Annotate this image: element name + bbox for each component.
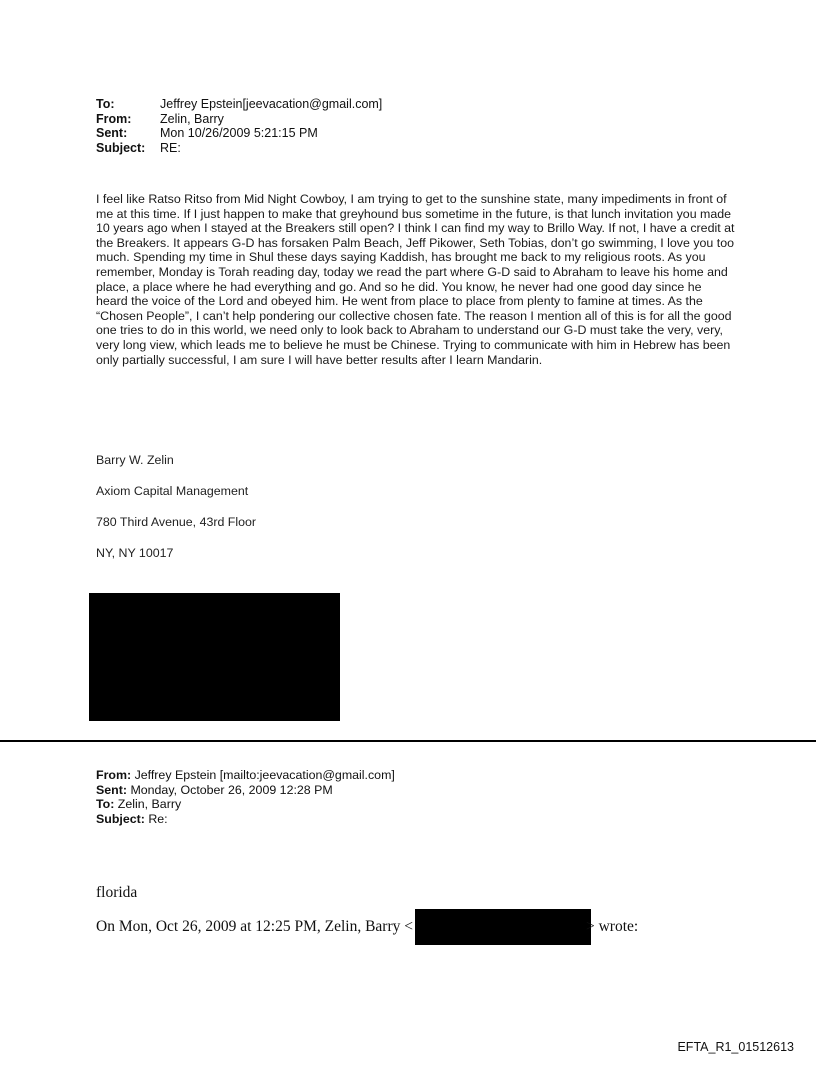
fwd-subject-label: Subject:: [96, 811, 145, 826]
sent-label: Sent:: [96, 126, 128, 140]
reply-text: florida: [96, 884, 138, 901]
quote-line-prefix: On Mon, Oct 26, 2009 at 12:25 PM, Zelin, Barry <: [96, 918, 413, 935]
forwarded-header: [96, 768, 395, 826]
email-header: [96, 97, 382, 155]
signature-name: Barry W. Zelin: [96, 453, 174, 467]
fwd-sent-row: [96, 783, 395, 798]
to-label: To:: [96, 97, 115, 111]
signature-city: NY, NY 10017: [96, 546, 174, 560]
quote-line-suffix: > wrote:: [586, 918, 639, 935]
fwd-sent-value: Monday, October 26, 2009 12:28 PM: [130, 782, 333, 797]
to-row: [96, 97, 382, 112]
document-id: EFTA_R1_01512613: [677, 1040, 794, 1054]
sent-row: [96, 126, 382, 141]
signature-company: Axiom Capital Management: [96, 484, 249, 498]
from-row: [96, 112, 382, 127]
fwd-sent-label: Sent:: [96, 782, 127, 797]
redaction-block: [89, 593, 340, 721]
fwd-from-label: From:: [96, 768, 132, 782]
subject-value: RE:: [160, 140, 181, 155]
subject-row: [96, 141, 382, 156]
email-redaction: [415, 909, 591, 945]
from-value: Zelin, Barry: [160, 111, 224, 126]
from-label: From:: [96, 111, 132, 126]
fwd-subject-value: Re:: [148, 811, 168, 826]
email-body: I feel like Ratso Ritso from Mid Night Cowboy, I am trying to get to the sunshine state, many impediments in front of me at this time. If I just happen to make that greyhound bus sometime in the future, is that lunch invitation you made 10 years ago when I stayed at the Breakers still open? I think I can find my way to Brillo Way. If not, I have a credit at the Breakers. It appears G-D has forsaken Palm Beach, Jeff Pikower, Seth Tobias, don’t go swimming, I love you too much. Spending my time in Shul these days saying Kaddish, has brought me back to my religious roots. As you remember, Monday is Torah reading day, today we read the part where G-D said to Abraham to leave his home and place, a place where he had everything and go. And so he did. You know, he never had one good day since he heard the voice of the Lord and obeyed him. He went from place to place from plenty to famine at times. As the “Chosen People”, I can’t help pondering our collective chosen fate. The reason I mention all of this is for all the good one tries to do in this world, we need only to look back to Abraham to understand our G-D must take the very, very, very long view, which leads me to believe he must be Chinese. Trying to communicate with him in Hebrew has been only partially successful, I am sure I will have better results after I learn Mandarin.: [96, 192, 735, 367]
fwd-to-label: To:: [96, 797, 115, 812]
subject-label: Subject:: [96, 140, 146, 155]
fwd-to-row: [96, 797, 395, 812]
fwd-to-value: Zelin, Barry: [117, 797, 182, 812]
to-value: Jeffrey Epstein[jeevacation@gmail.com]: [160, 97, 383, 111]
sent-value: Mon 10/26/2009 5:21:15 PM: [160, 126, 318, 140]
signature-address: 780 Third Avenue, 43rd Floor: [96, 515, 257, 529]
divider: [0, 740, 816, 742]
fwd-from-row: [96, 768, 395, 783]
fwd-from-value: Jeffrey Epstein [mailto:jeevacation@gmail.com]: [134, 768, 395, 782]
fwd-subject-row: [96, 812, 395, 827]
